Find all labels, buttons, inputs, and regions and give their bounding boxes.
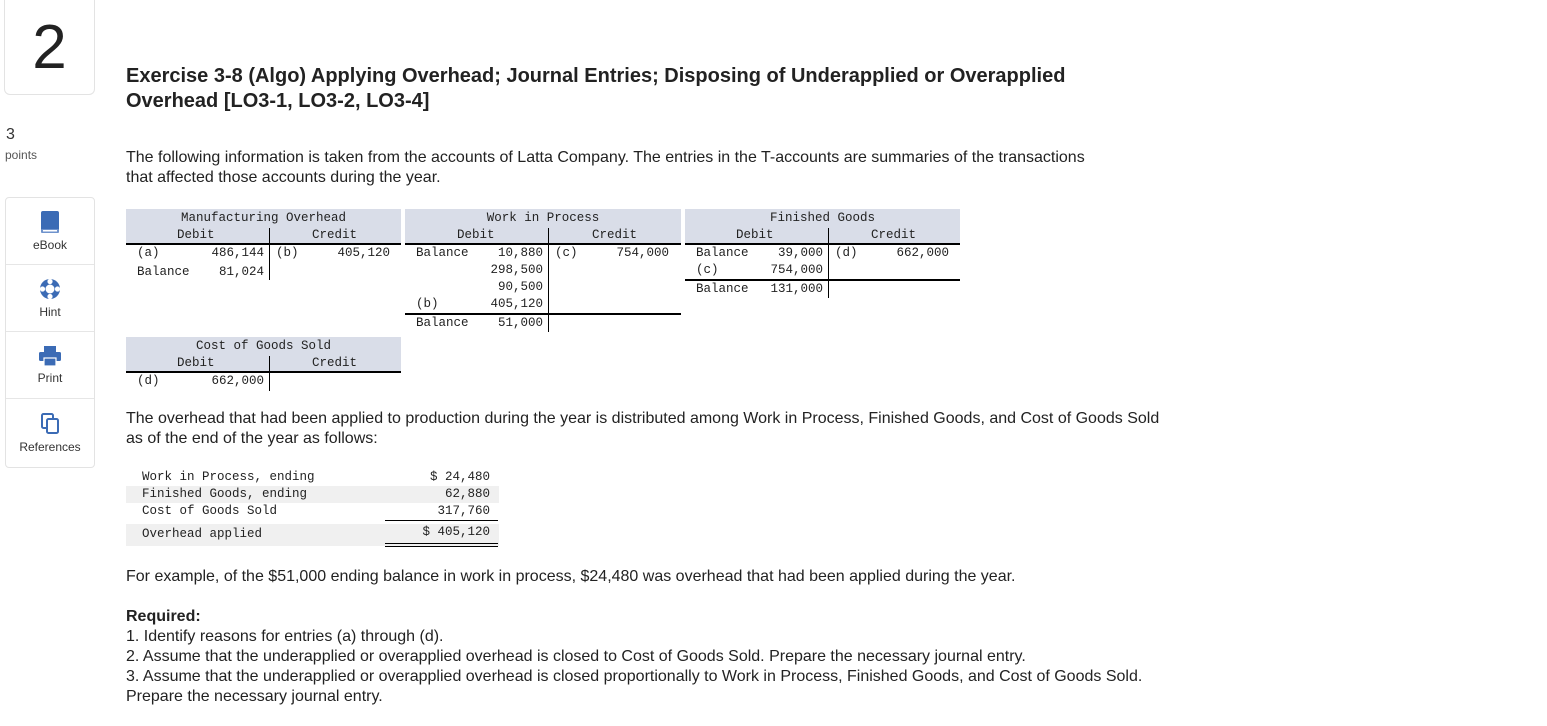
entry-label: (c) xyxy=(696,263,719,277)
debit-amount: 90,500 xyxy=(497,280,543,294)
print-button[interactable] xyxy=(6,332,94,399)
entry-label: (a) xyxy=(137,246,160,260)
entry-label: Balance xyxy=(137,265,190,279)
copy-icon xyxy=(39,412,61,436)
entry-label: Balance xyxy=(696,282,749,296)
table-row xyxy=(126,469,499,486)
row-value: 62,880 xyxy=(444,487,490,501)
taccount-cost-of-goods-sold xyxy=(126,337,401,392)
taccount-title: Cost of Goods Sold xyxy=(195,339,332,353)
required-item-2: 2. Assume that the underapplied or overapplied overhead is closed to Cost of Goods Sold. Prepare the necessary journal entry. xyxy=(126,648,1026,665)
example-text: For example, of the $51,000 ending balance in work in process, $24,480 was overhead that had been applied during the year. xyxy=(126,568,1016,585)
row-value: $ 24,480 xyxy=(429,470,490,484)
required-item-3: 3. Assume that the underapplied or overapplied overhead is closed proportionally to Work in Process, Finished Goods, and Cost of Goods Sold. Prepare the necessary journal entry. xyxy=(126,668,1143,705)
ebook-label: eBook xyxy=(32,238,68,252)
required-heading: Required: xyxy=(126,608,201,625)
entry-label: Balance xyxy=(696,246,749,260)
credit-header: Credit xyxy=(312,228,358,242)
table-row xyxy=(126,503,499,520)
book-icon xyxy=(39,210,61,234)
debit-header: Debit xyxy=(177,228,215,242)
credit-amount: 754,000 xyxy=(616,246,669,260)
total-label: Overhead applied xyxy=(142,527,263,541)
points-label: points xyxy=(5,148,38,162)
row-value: 317,760 xyxy=(437,504,490,518)
debit-amount: 51,000 xyxy=(497,316,543,330)
entry-label: Balance xyxy=(416,246,469,260)
taccount-header xyxy=(126,209,401,244)
entry-label: (b) xyxy=(416,297,439,311)
debit-amount: 39,000 xyxy=(777,246,823,260)
question-number: 2 xyxy=(4,0,95,95)
debit-amount: 662,000 xyxy=(211,374,264,388)
required-item-1: 1. Identify reasons for entries (a) through (d). xyxy=(126,628,444,645)
taccount-header xyxy=(685,209,960,244)
debit-amount: 298,500 xyxy=(490,263,543,277)
credit-amount: 405,120 xyxy=(337,246,390,260)
row-label: Finished Goods, ending xyxy=(142,487,308,501)
row-label: Cost of Goods Sold xyxy=(142,504,278,518)
debit-amount: 754,000 xyxy=(770,263,823,277)
resource-sidebar xyxy=(5,197,95,468)
taccount-title: Finished Goods xyxy=(769,211,876,225)
entry-label: (b) xyxy=(276,246,299,260)
printer-icon xyxy=(38,345,62,367)
entry-label: Balance xyxy=(416,316,469,330)
references-button[interactable] xyxy=(6,399,94,466)
taccount-title: Work in Process xyxy=(486,211,600,225)
taccount-header xyxy=(405,209,681,244)
taccount-title: Manufacturing Overhead xyxy=(180,211,347,225)
lifebuoy-icon xyxy=(38,277,62,301)
row-label: Work in Process, ending xyxy=(142,470,315,484)
total-value: $ 405,120 xyxy=(422,525,490,539)
references-label: References xyxy=(19,439,81,454)
credit-amount: 662,000 xyxy=(896,246,949,260)
taccount-work-in-process xyxy=(405,209,681,334)
intro-text: The following information is taken from the accounts of Latta Company. The entries in the T-accounts are summaries of the transactions that affected those accounts during the year. xyxy=(126,149,1085,186)
debit-amount: 131,000 xyxy=(770,282,823,296)
table-row xyxy=(126,486,499,503)
credit-header: Credit xyxy=(871,228,917,242)
entry-label: (d) xyxy=(137,374,160,388)
entry-label: (c) xyxy=(555,246,578,260)
debit-amount: 405,120 xyxy=(490,297,543,311)
taccount-manufacturing-overhead xyxy=(126,209,401,284)
hint-label: Hint xyxy=(39,305,61,319)
distribution-text: The overhead that had been applied to production during the year is distributed among Work in Process, Finished Goods, and Cost of Goods Sold as of the end of the year as follows: xyxy=(126,410,1160,447)
taccount-finished-goods xyxy=(685,209,960,299)
debit-header: Debit xyxy=(177,356,215,370)
exercise-title: Exercise 3-8 (Algo) Applying Overhead; Journal Entries; Disposing of Underapplied or Overapplied Overhead [LO3-1, LO3-2, LO3-4] xyxy=(126,65,1066,112)
print-label: Print xyxy=(37,371,63,385)
taccount-header xyxy=(126,337,401,372)
credit-header: Credit xyxy=(312,356,358,370)
debit-header: Debit xyxy=(457,228,495,242)
debit-amount: 10,880 xyxy=(497,246,543,260)
points-value: 3 xyxy=(6,126,15,143)
credit-header: Credit xyxy=(592,228,638,242)
debit-amount: 81,024 xyxy=(218,265,264,279)
ebook-button[interactable] xyxy=(6,198,94,265)
entry-label: (d) xyxy=(835,246,858,260)
hint-button[interactable] xyxy=(6,265,94,332)
debit-amount: 486,144 xyxy=(211,246,264,260)
debit-header: Debit xyxy=(736,228,774,242)
